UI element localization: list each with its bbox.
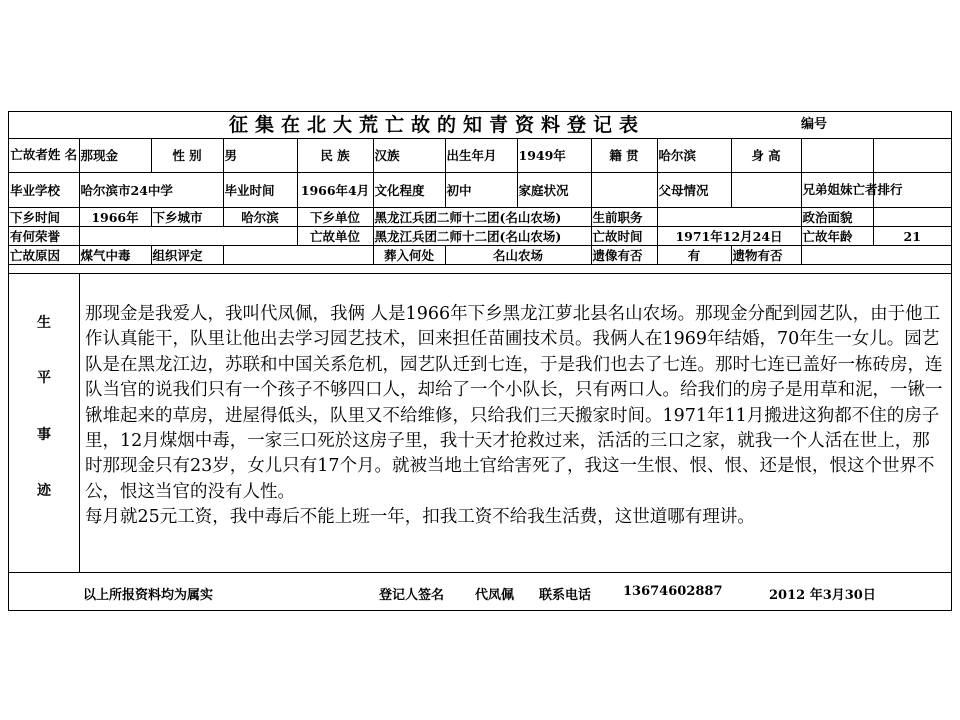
cause-label: 亡故原因 xyxy=(9,246,79,265)
info-grid xyxy=(9,138,951,265)
school-label: 毕业学校 xyxy=(9,173,79,208)
job-value xyxy=(657,208,801,227)
ethnicity-value: 汉族 xyxy=(373,138,445,173)
portrait-label: 遗像有否 xyxy=(591,246,657,265)
serial-number-label: 编号 xyxy=(801,117,828,132)
biography-paragraph: 那现金是我爱人，我叫代凤佩，我俩 人是1966年下乡黑龙江萝北县名山农场。那现金分配到园艺队，由于他工作认真能干，队里让他出去学习园艺技术，回来担任苗圃技术员。我俩人在1969年结婚，70年生一女儿。园艺队是在黑龙江边，苏联和中国关系危机，园艺队迁到七连，于是我们也去了七连。那时七连已盖好一栋砖房，连队当官的说我们只有一个孩子不够四口人，却给了一个小队长，只有两口人。给我们的房子是用草和泥，一锹一锹堆起来的草房，进屋得低头，队里又不给维修，只给我们三天搬家时间。1971年11月搬进这狗都不住的房子里，12月煤烟中毒，一家三口死於这房子里，我十天才抢救过来，活活的三口之家，就我一个人活在世上，那时那现金只有23岁，女儿只有17个月。就被当地土官给害死了，我这一生恨、恨、恨、还是恨，恨这个世界不公，恨这当官的没有人性。 xyxy=(85,304,943,502)
down-time-value: 1966年 xyxy=(79,208,151,227)
ethnicity-label: 民 族 xyxy=(297,138,373,173)
down-unit-label: 下乡单位 xyxy=(297,208,373,227)
family-status-label: 家庭状况 xyxy=(517,173,591,208)
honor-label: 有何荣誉 xyxy=(9,227,79,246)
portrait-value: 有 xyxy=(657,246,731,265)
biography-label-char: 生 xyxy=(37,315,51,331)
height-label: 身 高 xyxy=(731,138,801,173)
down-unit-value: 黑龙江兵团二师十二团(名山农场) xyxy=(373,208,591,227)
org-evaluation-label: 组织评定 xyxy=(151,246,223,265)
relics-value xyxy=(801,246,951,265)
siblings-rank-label: 兄弟姐妹亡者排行 xyxy=(801,173,873,208)
death-age-label: 亡故年龄 xyxy=(801,227,873,246)
truth-statement: 以上所报资料均为属实 xyxy=(83,588,214,603)
school-value: 哈尔滨市24中学 xyxy=(79,173,223,208)
parents-label: 父母情况 xyxy=(657,173,731,208)
death-time-value: 1971年12月24日 xyxy=(657,227,801,246)
graduation-value: 1966年4月 xyxy=(297,173,373,208)
registrant-label: 登记人签名 xyxy=(379,588,445,603)
down-city-value: 哈尔滨 xyxy=(223,208,297,227)
graduation-label: 毕业时间 xyxy=(223,173,297,208)
down-time-label: 下乡时间 xyxy=(9,208,79,227)
org-evaluation-value xyxy=(223,246,373,265)
education-value: 初中 xyxy=(445,173,517,208)
biography-section xyxy=(9,273,951,573)
death-unit-label: 亡故单位 xyxy=(297,227,373,246)
birth-date-value: 1949年 xyxy=(517,138,591,173)
biography-paragraph: 每月就25元工资，我中毒后不能上班一年，扣我工资不给我生活费，这世道哪有理讲。 xyxy=(85,507,755,528)
footer-row xyxy=(9,572,951,610)
relics-label: 遗物有否 xyxy=(731,246,801,265)
gender-value: 男 xyxy=(223,138,297,173)
registration-form xyxy=(8,111,952,611)
native-place-value: 哈尔滨 xyxy=(657,138,731,173)
biography-label-char: 平 xyxy=(37,370,51,386)
honor-value xyxy=(79,227,297,246)
death-age-value: 21 xyxy=(873,227,951,246)
biography-text xyxy=(85,302,947,531)
form-title: 征集在北大荒亡故的知青资料登记表 xyxy=(229,114,646,136)
death-time-label: 亡故时间 xyxy=(591,227,657,246)
biography-label-char: 事 xyxy=(37,427,51,443)
burial-label: 葬入何处 xyxy=(373,246,445,265)
deceased-name: 那现金 xyxy=(79,138,151,173)
biography-label-char: 迹 xyxy=(37,483,51,499)
burial-value: 名山农场 xyxy=(445,246,591,265)
title-row xyxy=(9,112,951,139)
registrant-name: 代凤佩 xyxy=(475,588,515,603)
phone-number: 13674602887 xyxy=(623,584,723,599)
row1-blank xyxy=(873,138,951,173)
height-value xyxy=(801,138,873,173)
registration-date: 2012 年3月30日 xyxy=(769,588,876,603)
education-label: 文化程度 xyxy=(373,173,445,208)
phone-label: 联系电话 xyxy=(539,588,592,603)
politics-label: 政治面貌 xyxy=(801,208,873,227)
birth-date-label: 出生年月 xyxy=(445,138,517,173)
family-status-value xyxy=(591,173,657,208)
politics-value xyxy=(873,208,951,227)
job-label: 生前职务 xyxy=(591,208,657,227)
down-city-label: 下乡城市 xyxy=(151,208,223,227)
parents-value xyxy=(731,173,801,208)
cause-value: 煤气中毒 xyxy=(79,246,151,265)
death-unit-value: 黑龙江兵团二师十二团(名山农场) xyxy=(373,227,591,246)
gender-label: 性 别 xyxy=(151,138,223,173)
deceased-name-label: 亡故者姓 名 xyxy=(9,138,79,173)
native-place-label: 籍 贯 xyxy=(591,138,657,173)
biography-label xyxy=(9,274,80,572)
